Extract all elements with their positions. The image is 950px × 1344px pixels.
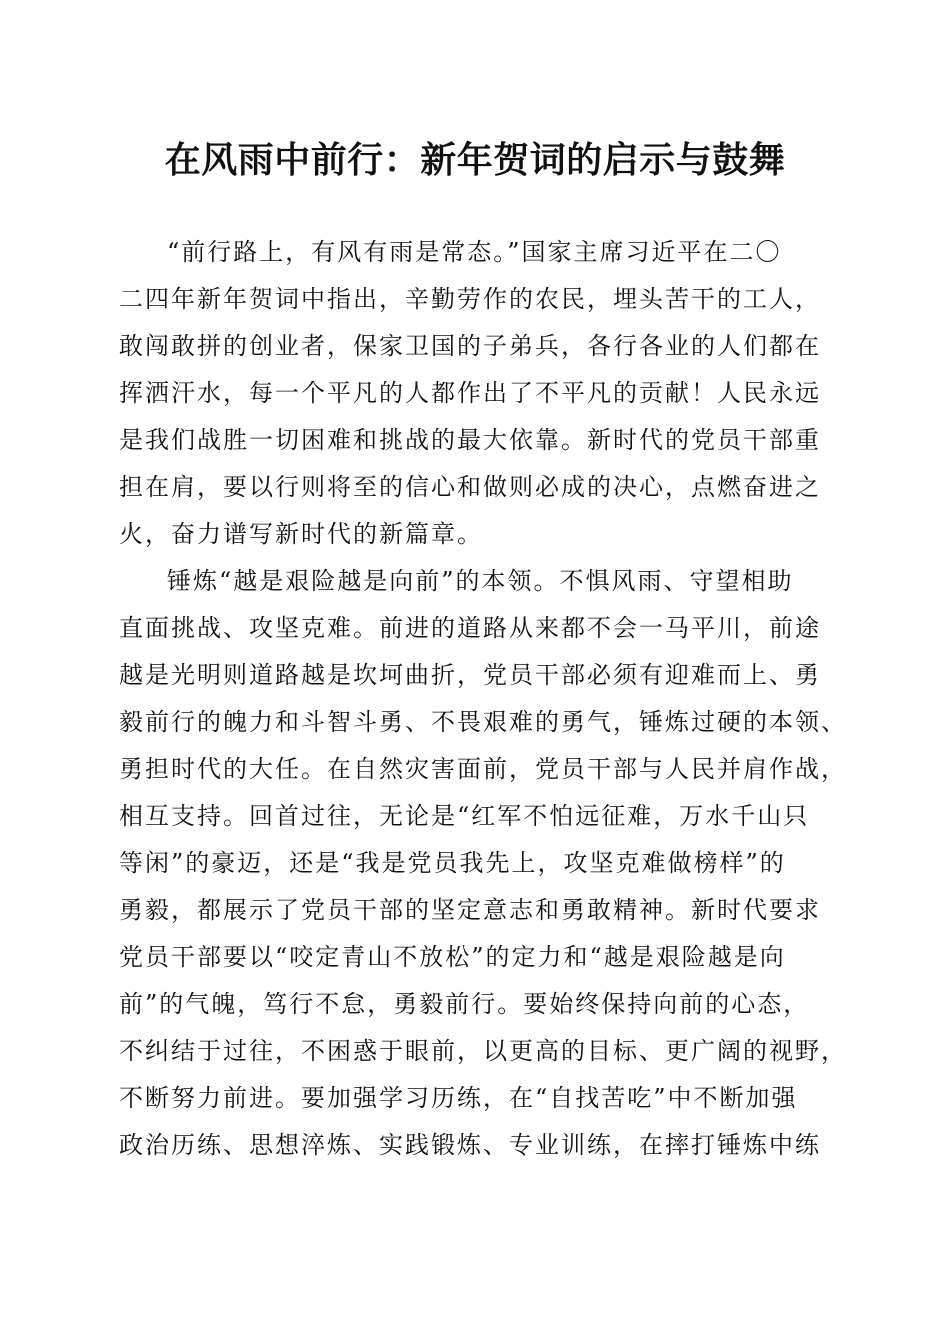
paragraph-1-line-7: 火，奋力谱写新时代的新篇章。 bbox=[119, 520, 483, 548]
paragraph-1-line-4: 挥洒汗水，每一个平凡的人都作出了不平凡的贡献！人民永远 bbox=[119, 379, 821, 407]
paragraph-2-line-11: 不纠结于过往，不困惑于眼前，以更高的目标、更广阔的视野， bbox=[119, 1037, 847, 1065]
paragraph-2-line-9: 党员干部要以“咬定青山不放松”的定力和“越是艰险越是向 bbox=[119, 943, 786, 971]
paragraph-2-line-5: 勇担时代的大任。在自然灾害面前，党员干部与人民并肩作战， bbox=[119, 755, 847, 783]
paragraph-1-line-5: 是我们战胜一切困难和挑战的最大依靠。新时代的党员干部重 bbox=[119, 426, 821, 454]
paragraph-2-line-3: 越是光明则道路越是坎坷曲折，党员干部必须有迎难而上、勇 bbox=[119, 661, 821, 689]
paragraph-1-line-6: 担在肩，要以行则将至的信心和做则必成的决心，点燃奋进之 bbox=[119, 473, 821, 501]
paragraph-2-line-6: 相互支持。回首过往，无论是“红军不怕远征难，万水千山只 bbox=[119, 802, 810, 830]
paragraph-2-line-1: 锤炼“越是艰险越是向前”的本领。不惧风雨、守望相助 bbox=[167, 567, 794, 595]
paragraph-2-line-13: 政治历练、思想淬炼、实践锻炼、专业训练，在摔打锤炼中练 bbox=[119, 1131, 821, 1159]
document-title: 在风雨中前行：新年贺词的启示与鼓舞 bbox=[164, 139, 786, 181]
paragraph-2-line-10: 前”的气魄，笃行不怠，勇毅前行。要始终保持向前的心态， bbox=[119, 990, 810, 1018]
paragraph-2-line-4: 毅前行的魄力和斗智斗勇、不畏艰难的勇气，锤炼过硬的本领、 bbox=[119, 708, 847, 736]
paragraph-2-line-12: 不断努力前进。要加强学习历练，在“自找苦吃”中不断加强 bbox=[119, 1084, 798, 1112]
paragraph-1-line-2: 二四年新年贺词中指出，辛勤劳作的农民，埋头苦干的工人， bbox=[119, 285, 821, 313]
paragraph-2-line-7: 等闲”的豪迈，还是“我是党员我先上，攻坚克难做榜样”的 bbox=[119, 849, 786, 877]
paragraph-2-line-2: 直面挑战、攻坚克难。前进的道路从来都不会一马平川，前途 bbox=[119, 614, 821, 642]
paragraph-1-line-1: “前行路上，有风有雨是常态。”国家主席习近平在二〇 bbox=[167, 238, 782, 266]
paragraph-1-line-3: 敢闯敢拼的创业者，保家卫国的子弟兵，各行各业的人们都在 bbox=[119, 332, 821, 360]
paragraph-2-line-8: 勇毅，都展示了党员干部的坚定意志和勇敢精神。新时代要求 bbox=[119, 896, 821, 924]
